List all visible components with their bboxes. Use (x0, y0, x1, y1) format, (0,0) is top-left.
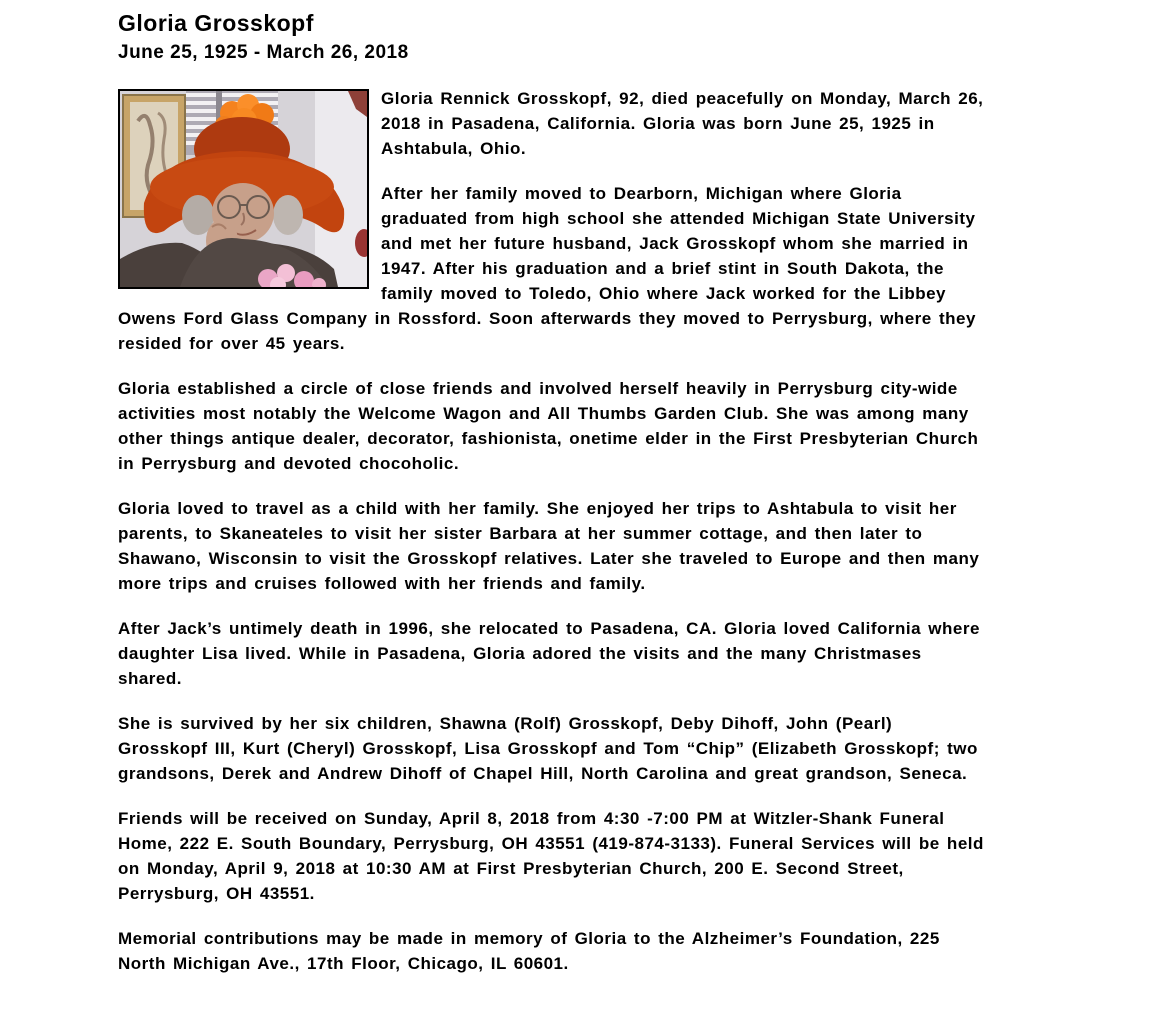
portrait-photo-illustration (120, 91, 367, 287)
obituary-paragraph-5: After Jack’s untimely death in 1996, she relocated to Pasadena, CA. Gloria loved California where daughter Lisa lived. While in Pasadena, Gloria adored the visits and the many Christmases shared. (118, 619, 980, 688)
portrait-photo (118, 89, 369, 289)
obituary-paragraph-7: Friends will be received on Sunday, April 8, 2018 from 4:30 -7:00 PM at Witzler-Shank Funeral Home, 222 E. South Boundary, Perrysburg, OH 43551 (419-874-3133). Funeral Services will be held on Monday, April 9, 2018 at 10:30 AM at First Presbyterian Church, 200 E. Second Street, Perrysburg, OH 43551. (118, 809, 984, 903)
obituary-paragraph-4: Gloria loved to travel as a child with her family. She enjoyed her trips to Ashtabula to visit her parents, to Skaneateles to visit her sister Barbara at her summer cottage, and then later to Shawano, Wisconsin to visit the Grosskopf relatives. Later she traveled to Europe and then many more trips and cruises followed with her friends and family. (118, 499, 980, 593)
obituary-paragraph-3: Gloria established a circle of close friends and involved herself heavily in Perrysburg city-wide activities most notably the Welcome Wagon and All Thumbs Garden Club. She was among many other things antique dealer, decorator, fashionista, onetime elder in the First Presbyterian Church in Perrysburg and devoted chocoholic. (118, 379, 979, 473)
obituary-paragraph-1: Gloria Rennick Grosskopf, 92, died peacefully on Monday, March 26, 2018 in Pasadena, California. Gloria was born June 25, 1925 in Ashtabula, Ohio. (381, 89, 984, 158)
obituary-paragraph-2: After her family moved to Dearborn, Michigan where Gloria graduated from high school she attended Michigan State University and met her future husband, Jack Grosskopf whom she married in 1947. After his graduation and a brief stint in South Dakota, the family moved to Toledo, Ohio where Jack worked for the Libbey Owens Ford Glass Company in Rossford. Soon afterwards they moved to Perrysburg, where they resided for over 45 years. (118, 184, 976, 353)
obituary-paragraph-8: Memorial contributions may be made in memory of Gloria to the Alzheimer’s Foundation, 225 North Michigan Ave., 17th Floor, Chicago, IL 60601. (118, 929, 940, 973)
obituary-paragraph-6: She is survived by her six children, Shawna (Rolf) Grosskopf, Deby Dihoff, John (Pearl) Grosskopf III, Kurt (Cheryl) Grosskopf, Lisa Grosskopf and Tom “Chip” (Elizabeth Grosskopf; two grandsons, Derek and Andrew Dihoff of Chapel Hill, North Carolina and great grandson, Seneca. (118, 714, 978, 783)
life-dates: June 25, 1925 - March 26, 2018 (118, 42, 409, 63)
obituary-body (118, 86, 988, 976)
page-title: Gloria Grosskopf (118, 10, 314, 36)
